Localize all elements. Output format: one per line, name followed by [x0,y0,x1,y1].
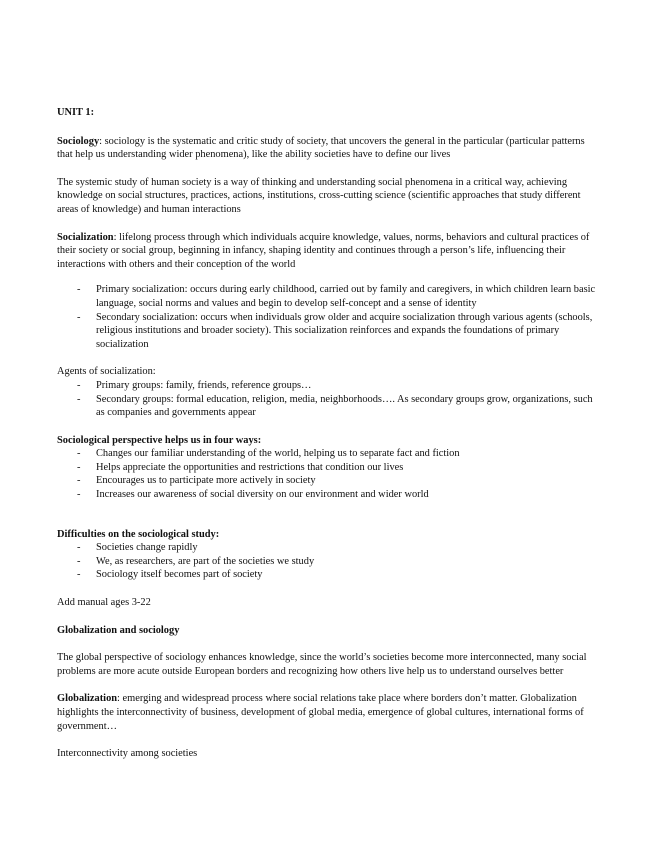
socialization-text: : lifelong process through which individuals acquire knowledge, values, norms, behaviors and cultural practices of their society or social group, beginning in infancy, shaping identity and continues through a person’s life, influencing their interactions with others and their conception of the world [57,231,590,270]
systemic-study-paragraph: The systemic study of human society is a way of thinking and understanding social phenomena in a critical way, achieving knowledge on social structures, practices, actions, institutions, cross-cutting science (scientific approaches that study different areas of knowledge) and human interactions [57,176,581,215]
manual-note: Add manual ages 3-22 [57,597,151,609]
unit-title: UNIT 1: [57,107,95,118]
dash-bullet: - [77,461,81,473]
dash-bullet: - [77,393,81,405]
global-perspective-paragraph: The global perspective of sociology enhances knowledge, since the world’s societies become more interconnected, many social problems are more acute outside European borders and recognizing how others live help us to understand ourselves better [57,652,587,677]
dash-bullet: - [77,379,81,391]
list-item: - Changes our familiar understanding of the world, helping us to separate fact and fiction [77,448,460,460]
socialization-definition [57,231,602,272]
interconnectivity-line: Interconnectivity among societies [57,748,198,760]
socialization-types-list [57,283,602,351]
difficulties-title: Difficulties on the sociological study: [57,528,220,540]
list-item: - We, as researchers, are part of the societies we study [77,555,315,567]
list-item: - Secondary groups: formal education, religion, media, neighborhoods…. As secondary groups grow, organizations, such as companies and governments appear [77,393,593,419]
dash-bullet: - [77,448,81,460]
sociology-definition [57,135,602,162]
dash-bullet: - [77,569,81,581]
list-item: - Sociology itself becomes part of society [77,569,263,581]
dash-bullet: - [77,555,81,567]
dash-bullet: - [77,489,81,501]
globalization-definition [57,692,602,733]
sociology-term: Sociology [57,135,100,147]
globalization-term: Globalization [57,693,118,705]
dash-bullet: - [77,284,81,296]
list-item: - Primary groups: family, friends, reference groups… [77,379,312,391]
list-item: - Societies change rapidly [77,542,198,554]
perspective-list [57,447,602,501]
dash-bullet: - [77,311,81,323]
sociology-text: : sociology is the systematic and critic study of society, that uncovers the general in the particular (particular patterns that help us understanding wider phenomena), like the ability societies have to define our lives [57,135,585,161]
agents-list [57,379,602,420]
list-item: - Secondary socialization: occurs when individuals grow older and acquire socialization through various agents (schools, religious institutions and broader society). This socialization reinforces and expands the foundations of primary socialization [77,311,593,350]
socialization-term: Socialization [57,231,114,243]
perspective-title: Sociological perspective helps us in four ways: [57,434,262,446]
difficulties-list [57,541,602,582]
globalization-heading: Globalization and sociology [57,624,180,636]
list-item: - Helps appreciate the opportunities and restrictions that condition our lives [77,461,404,473]
list-item: - Primary socialization: occurs during early childhood, carried out by family and caregivers, in which children learn basic language, social norms and values and begin to develop self-concept and a sense of identity [77,284,596,309]
globalization-text: : emerging and widespread process where social relations take place where borders don’t matter. Globalization highlights the interconnectivity of business, development of global media, emergence of global cultures, international forms of government… [57,693,584,732]
dash-bullet: - [77,542,81,554]
agents-title: Agents of socialization: [57,366,156,378]
dash-bullet: - [77,475,81,487]
list-item: - Encourages us to participate more actively in society [77,475,316,487]
list-item: - Increases our awareness of social diversity on our environment and wider world [77,489,429,501]
document-page [57,106,602,761]
